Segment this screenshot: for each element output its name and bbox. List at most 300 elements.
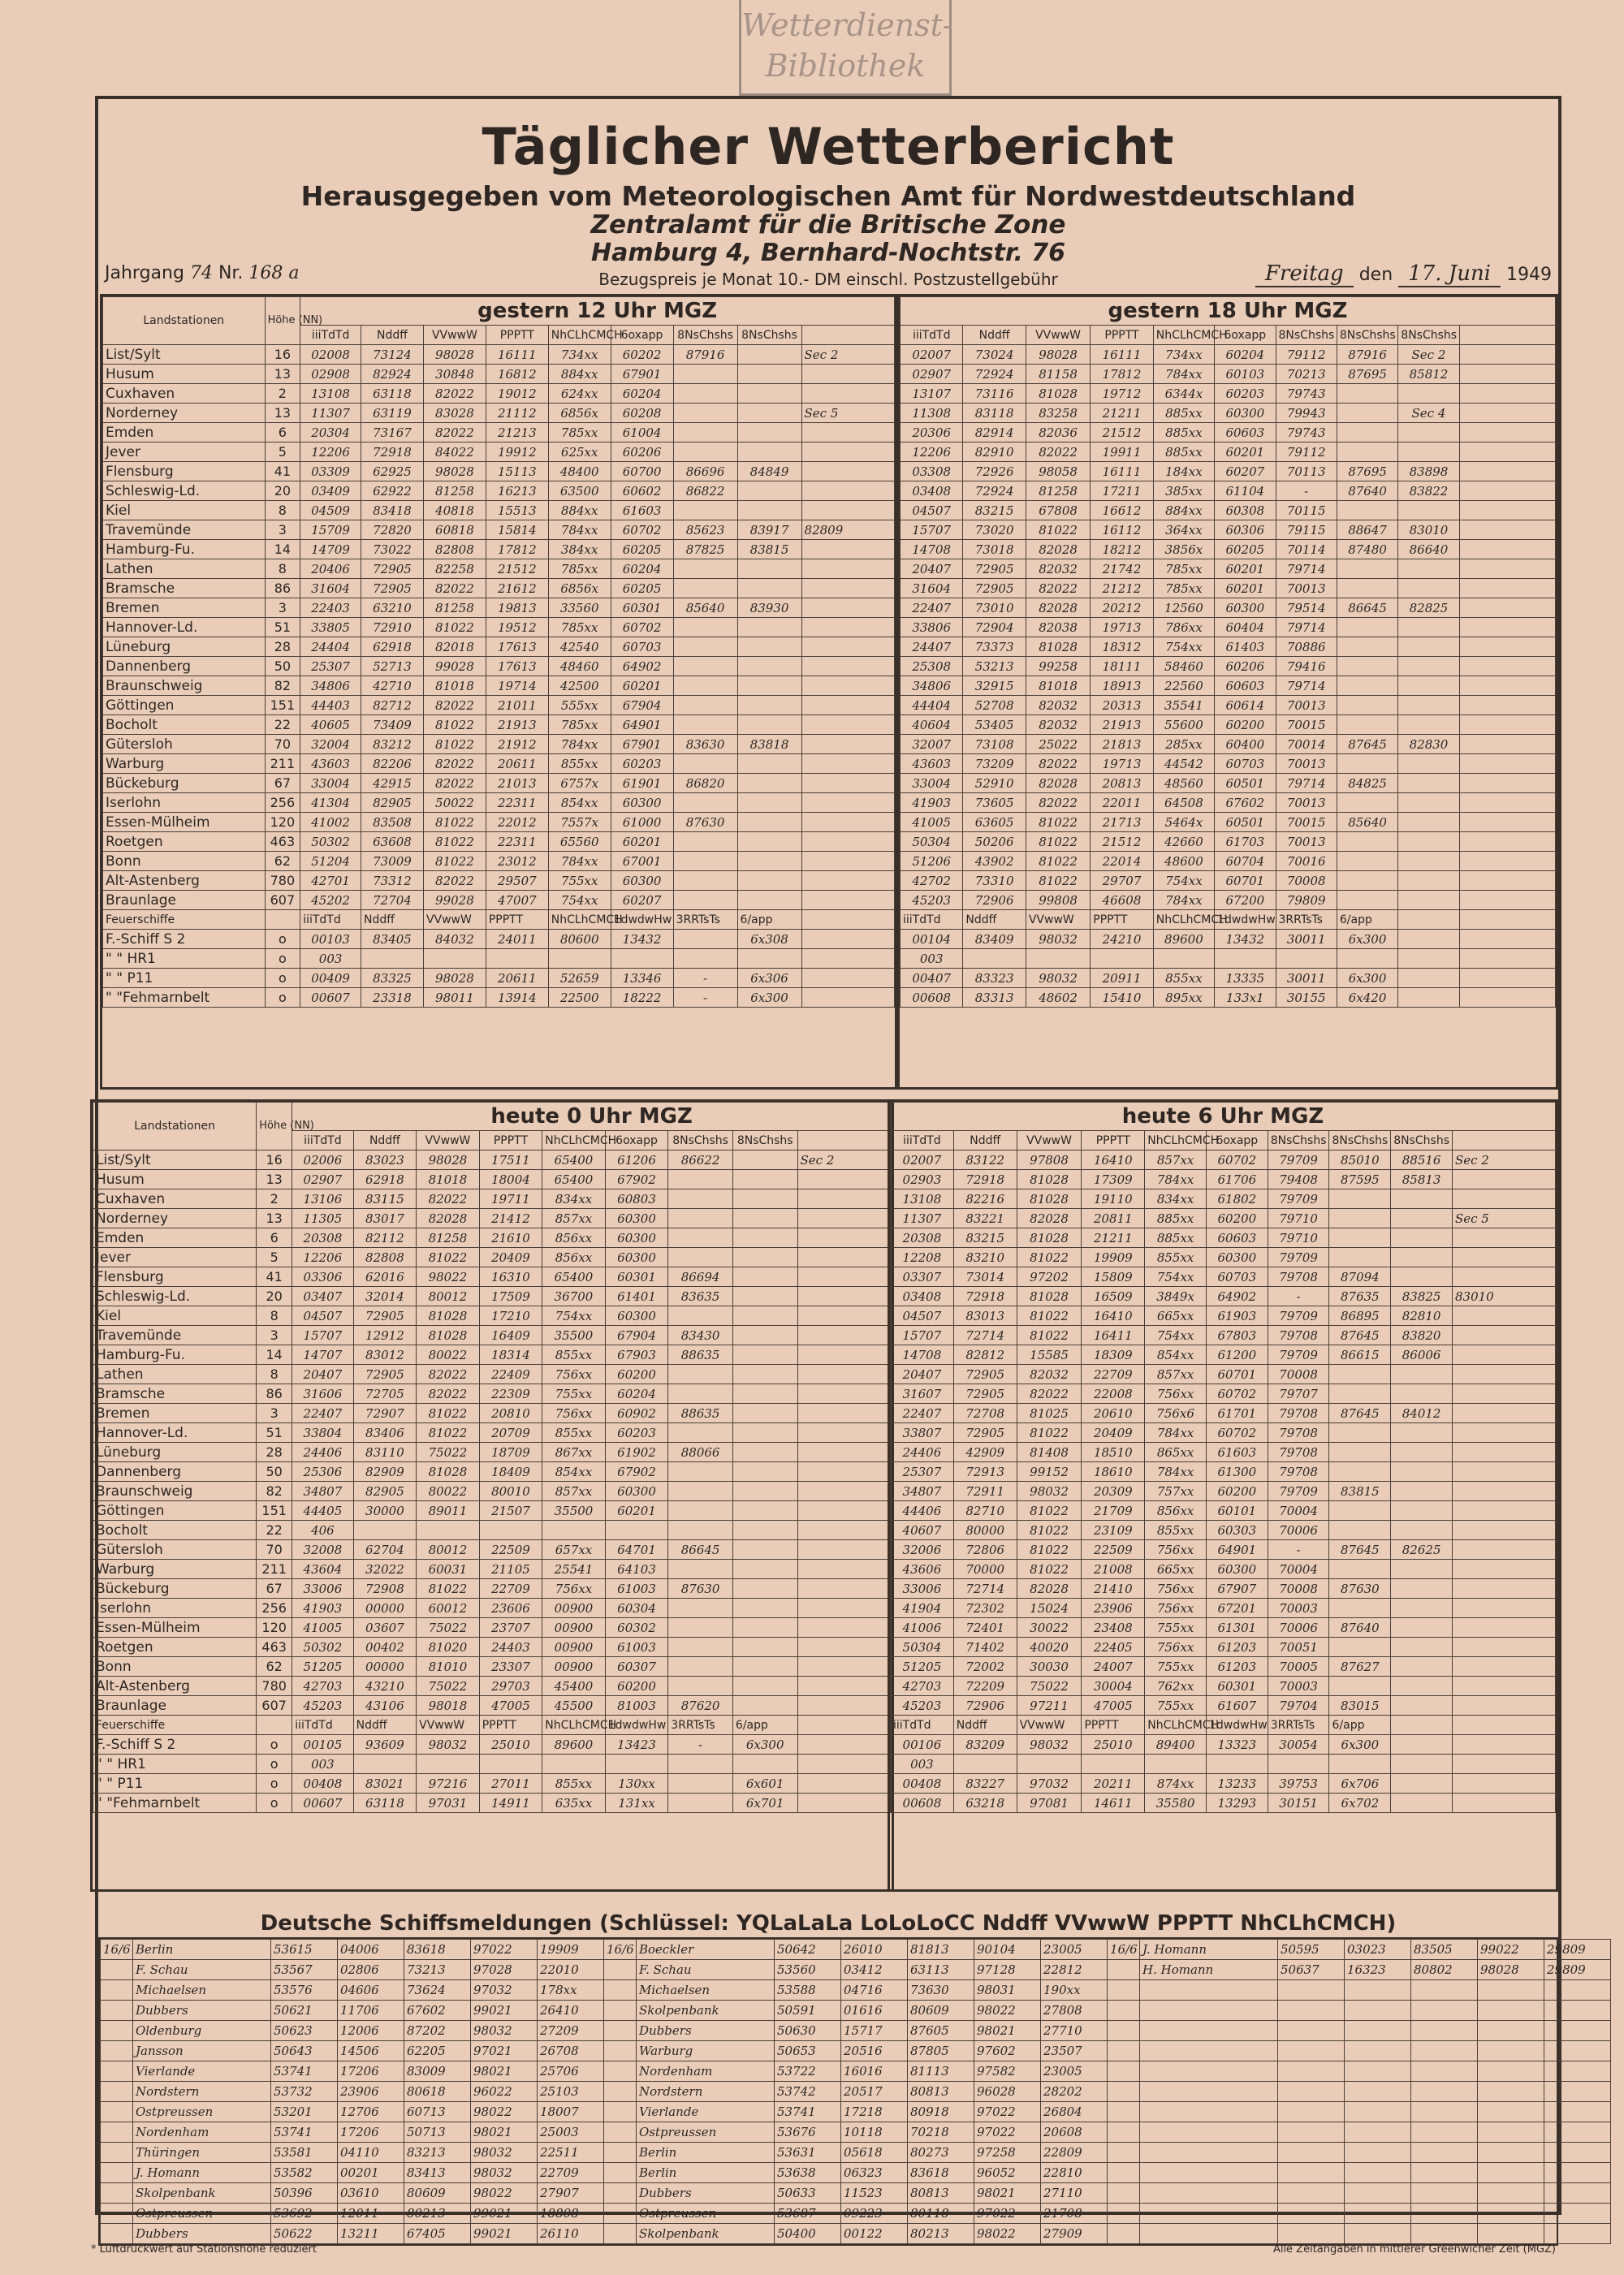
lightship-value: - — [668, 1735, 733, 1755]
lightship-value: 133x1 — [1215, 988, 1276, 1008]
ship-value: 50630 — [775, 2021, 841, 2041]
obs-value: 40604 — [901, 715, 963, 735]
obs-value: 18309 — [1082, 1345, 1145, 1365]
ship-value: 50653 — [775, 2041, 841, 2061]
obs-value: 21011 — [486, 696, 548, 715]
obs-value: 72209 — [953, 1677, 1017, 1696]
station-row — [93, 1267, 892, 1287]
ship-value: 53742 — [775, 2082, 841, 2102]
obs-value: 47005 — [1082, 1696, 1145, 1716]
lightship-value — [1398, 949, 1459, 969]
obs-value: 20813 — [1091, 774, 1153, 793]
lightship-value: 24210 — [1091, 930, 1153, 949]
obs-value: 33804 — [292, 1423, 353, 1443]
obs-value — [668, 1560, 733, 1579]
obs-value: 61902 — [605, 1443, 668, 1462]
obs-value: 20407 — [292, 1365, 353, 1384]
ship-report-row — [101, 1940, 1611, 1960]
obs-value: 60207 — [1215, 462, 1276, 481]
obs-value: 757xx — [1145, 1482, 1207, 1501]
lightship-row — [93, 1774, 892, 1794]
station-name: Bocholt — [103, 715, 266, 735]
obs-value: 20308 — [292, 1228, 353, 1248]
feuerschiffe-label: Feuerschiffe — [93, 1716, 257, 1735]
obs-value: 72714 — [953, 1326, 1017, 1345]
obs-value: 21709 — [1082, 1501, 1145, 1521]
obs-remark — [797, 1306, 891, 1326]
obs-value: 67903 — [605, 1345, 668, 1365]
obs-value: 20407 — [901, 559, 963, 579]
obs-value: 61607 — [1206, 1696, 1268, 1716]
ship-report-date-blank — [604, 2041, 637, 2061]
ship-name: Dubbers — [637, 2021, 775, 2041]
obs-value — [1398, 676, 1459, 696]
obs-value: 12208 — [891, 1248, 954, 1267]
obs-value: 70006 — [1268, 1521, 1329, 1540]
obs-value: 24403 — [479, 1638, 542, 1657]
lightship-blank — [1459, 988, 1555, 1008]
ship-value: 80813 — [908, 2183, 974, 2204]
obs-value — [1329, 1248, 1391, 1267]
station-height: 2 — [265, 384, 300, 404]
station-height: 463 — [257, 1638, 292, 1657]
obs-value: 15585 — [1017, 1345, 1082, 1365]
station-name: Bremen — [93, 1404, 257, 1423]
station-row — [103, 793, 895, 813]
ship-value: 16016 — [841, 2061, 908, 2082]
lightship-value: 00608 — [891, 1794, 954, 1813]
obs-value: 79709 — [1268, 1345, 1329, 1365]
column-code: 8NsChshs — [737, 326, 801, 345]
obs-value: 755xx — [542, 1384, 606, 1404]
obs-value: 67901 — [611, 735, 673, 754]
station-row — [891, 1638, 1556, 1657]
obs-value: 60902 — [605, 1404, 668, 1423]
obs-value: 83028 — [423, 404, 486, 423]
ship-value — [1478, 2163, 1544, 2183]
obs-value: 81022 — [1017, 1326, 1082, 1345]
lightship-value: 93609 — [353, 1735, 417, 1755]
obs-value — [353, 1521, 417, 1540]
obs-value: 5464x — [1153, 813, 1214, 832]
column-code: Nddff — [953, 1131, 1017, 1150]
obs-value: 83418 — [361, 501, 424, 520]
obs-value — [673, 832, 737, 852]
block-title-row — [901, 297, 1556, 326]
obs-value: 16310 — [479, 1267, 542, 1287]
obs-remark — [1452, 1540, 1555, 1560]
ship-value — [1278, 2204, 1345, 2224]
station-row — [93, 1248, 892, 1267]
station-height: 780 — [257, 1677, 292, 1696]
ship-value: 50591 — [775, 2001, 841, 2021]
obs-remark — [801, 365, 894, 384]
station-row — [891, 1443, 1556, 1462]
obs-value — [1337, 637, 1397, 657]
obs-value: 73018 — [963, 540, 1026, 559]
obs-remark — [1459, 481, 1555, 501]
lightship-value: 6x300 — [1337, 930, 1397, 949]
obs-value: 60300 — [605, 1482, 668, 1501]
obs-value: 87645 — [1337, 735, 1397, 754]
ship-value: 98032 — [471, 2021, 538, 2041]
ship-name: Ostpreussen — [133, 2204, 271, 2224]
obs-value: 82830 — [1398, 735, 1459, 754]
obs-value: 24406 — [891, 1443, 954, 1462]
ship-value: 11523 — [841, 2183, 908, 2204]
ship-column-code: 3RRTsTs — [673, 910, 737, 930]
ship-column-code: NhCLhCMCH — [542, 1716, 606, 1735]
obs-remark — [1452, 1579, 1555, 1599]
obs-value: 83508 — [361, 813, 424, 832]
obs-value — [737, 637, 801, 657]
lightship-blank — [1459, 969, 1555, 988]
obs-value: 884xx — [548, 365, 611, 384]
ship-value: 83009 — [404, 2061, 471, 2082]
obs-value: 72002 — [953, 1657, 1017, 1677]
obs-value: 72705 — [353, 1384, 417, 1404]
obs-value: 79708 — [1268, 1267, 1329, 1287]
obs-value: 67200 — [1215, 891, 1276, 910]
obs-value — [732, 1560, 797, 1579]
obs-value: 79416 — [1276, 657, 1337, 676]
obs-value: 60205 — [611, 540, 673, 559]
ship-report-date-blank — [1108, 2102, 1140, 2122]
station-height: 256 — [257, 1599, 292, 1618]
obs-value: 11308 — [901, 404, 963, 423]
obs-value: 72918 — [953, 1287, 1017, 1306]
obs-value: 855xx — [1145, 1248, 1207, 1267]
obs-value: 17511 — [479, 1150, 542, 1170]
lightship-value — [611, 949, 673, 969]
ship-value: 25103 — [538, 2082, 604, 2102]
obs-remark — [797, 1228, 891, 1248]
obs-value: 17613 — [486, 657, 548, 676]
obs-remark — [801, 462, 894, 481]
ship-value: 14506 — [338, 2041, 404, 2061]
obs-value — [1398, 832, 1459, 852]
ship-column-code: 6/app — [732, 1716, 797, 1735]
ship-column-code: 1dwdwHw — [1215, 910, 1276, 930]
obs-value: 98058 — [1026, 462, 1090, 481]
ship-report-date-blank — [101, 2102, 133, 2122]
obs-remark — [797, 1248, 891, 1267]
lightship-value: 98032 — [1026, 969, 1090, 988]
station-row — [891, 1599, 1556, 1618]
obs-value: 81258 — [1026, 481, 1090, 501]
station-row — [901, 365, 1556, 384]
obs-value: 72906 — [963, 891, 1026, 910]
column-code: NhCLhCMCH — [1153, 326, 1214, 345]
obs-value: 67901 — [611, 365, 673, 384]
obs-value — [732, 1267, 797, 1287]
station-row — [93, 1579, 892, 1599]
obs-value — [737, 832, 801, 852]
station-row — [891, 1345, 1556, 1365]
obs-value: 70003 — [1268, 1599, 1329, 1618]
obs-value: 70013 — [1276, 696, 1337, 715]
ship-report-date-blank — [604, 2122, 637, 2143]
ship-value: 99021 — [471, 2204, 538, 2224]
ship-report-row — [101, 1960, 1611, 1980]
ship-value: 12011 — [338, 2204, 404, 2224]
ship-name — [1140, 2082, 1278, 2102]
obs-value: 16112 — [1091, 520, 1153, 540]
obs-remark — [801, 696, 894, 715]
obs-remark — [801, 579, 894, 598]
nr-value: 168 a — [248, 263, 300, 283]
obs-value: 04507 — [891, 1306, 954, 1326]
ship-value: 18808 — [538, 2204, 604, 2224]
obs-value: 665xx — [1145, 1560, 1207, 1579]
obs-value: 17309 — [1082, 1170, 1145, 1189]
obs-value — [732, 1696, 797, 1716]
obs-value: 60207 — [611, 891, 673, 910]
station-row — [103, 715, 895, 735]
obs-value: 734xx — [1153, 345, 1214, 365]
jahrgang-value: 74 — [189, 263, 213, 283]
column-code-blank — [797, 1131, 891, 1150]
obs-remark — [797, 1345, 891, 1365]
ship-value — [1411, 2102, 1478, 2122]
obs-value: 43902 — [963, 852, 1026, 871]
ship-report-date-blank — [1108, 2122, 1140, 2143]
obs-value: 20313 — [1091, 696, 1153, 715]
obs-value: 61003 — [605, 1579, 668, 1599]
obs-remark — [1459, 559, 1555, 579]
obs-value: 21913 — [486, 715, 548, 735]
obs-value — [668, 1462, 733, 1482]
obs-value: 754xx — [1145, 1267, 1207, 1287]
obs-value — [732, 1657, 797, 1677]
obs-value: 60203 — [611, 754, 673, 774]
ship-value — [1478, 2041, 1544, 2061]
obs-value: 82028 — [1017, 1579, 1082, 1599]
obs-value: 60031 — [417, 1560, 480, 1579]
ship-value: 80609 — [404, 2183, 471, 2204]
ship-value: 27710 — [1041, 2021, 1108, 2041]
obs-value: 81408 — [1017, 1443, 1082, 1462]
ship-report-row — [101, 2143, 1611, 2163]
ship-value: 97582 — [974, 2061, 1041, 2082]
obs-remark — [1459, 404, 1555, 423]
obs-value: 32004 — [300, 735, 361, 754]
obs-value: 22407 — [891, 1404, 954, 1423]
obs-table — [93, 1102, 892, 1813]
ship-value: 17206 — [338, 2122, 404, 2143]
obs-value — [673, 637, 737, 657]
obs-value: 72704 — [361, 891, 424, 910]
ship-column-code: 3RRTsTs — [1276, 910, 1337, 930]
obs-value: 86895 — [1329, 1306, 1391, 1326]
obs-value — [1398, 754, 1459, 774]
lightship-value: 13346 — [611, 969, 673, 988]
obs-value: 85813 — [1391, 1170, 1453, 1189]
obs-value: 60206 — [1215, 657, 1276, 676]
obs-value: 79708 — [1268, 1443, 1329, 1462]
ship-name: J. Homann — [1140, 1940, 1278, 1960]
block-yesterday-18 — [897, 294, 1558, 1090]
obs-value: 82812 — [953, 1345, 1017, 1365]
lightship-row — [103, 969, 895, 988]
obs-value: 02907 — [901, 365, 963, 384]
ship-report-date-blank — [101, 2041, 133, 2061]
ship-value: 53692 — [271, 2204, 338, 2224]
ship-name: Ostpreussen — [133, 2102, 271, 2122]
lightship-value: 6x701 — [732, 1794, 797, 1813]
obs-value: 87630 — [668, 1579, 733, 1599]
obs-value: 70008 — [1268, 1579, 1329, 1599]
lightship-value: 98032 — [1017, 1735, 1082, 1755]
lightship-row — [901, 969, 1556, 988]
ship-column-code: 6/app — [1337, 910, 1397, 930]
obs-value: 6856x — [548, 579, 611, 598]
block-title: gestern 18 Uhr MGZ — [901, 297, 1556, 326]
obs-value — [1329, 1189, 1391, 1209]
obs-value — [732, 1150, 797, 1170]
obs-value: 33807 — [891, 1423, 954, 1443]
obs-value: 44405 — [292, 1501, 353, 1521]
ship-value — [1345, 2204, 1411, 2224]
obs-value: 72806 — [953, 1540, 1017, 1560]
obs-remark — [797, 1501, 891, 1521]
obs-value: 754xx — [542, 1306, 606, 1326]
obs-value: 72924 — [963, 481, 1026, 501]
obs-value: 82625 — [1391, 1540, 1453, 1560]
obs-value: 42660 — [1153, 832, 1214, 852]
obs-value: 15707 — [891, 1326, 954, 1345]
ship-name — [1140, 2224, 1278, 2244]
obs-value: 82112 — [353, 1228, 417, 1248]
obs-value: 22311 — [486, 793, 548, 813]
obs-value: 80000 — [953, 1521, 1017, 1540]
lightship-value — [605, 1755, 668, 1774]
obs-value: 82032 — [1026, 559, 1090, 579]
obs-value: 20407 — [891, 1365, 954, 1384]
ship-value: 04110 — [338, 2143, 404, 2163]
obs-value: 82216 — [953, 1189, 1017, 1209]
obs-value: 00000 — [353, 1599, 417, 1618]
obs-value: 47007 — [486, 891, 548, 910]
ship-value: 53687 — [775, 2204, 841, 2224]
station-height: 120 — [257, 1618, 292, 1638]
obs-value: 60206 — [611, 442, 673, 462]
ship-value: 23507 — [1041, 2041, 1108, 2061]
obs-value: 60603 — [1215, 423, 1276, 442]
obs-value: 97202 — [1017, 1267, 1082, 1287]
obs-value: 43603 — [901, 754, 963, 774]
obs-value: 99152 — [1017, 1462, 1082, 1482]
ship-report-date-blank — [1108, 2061, 1140, 2082]
ship-value: 50595 — [1278, 1940, 1345, 1960]
ship-report-date-blank — [1108, 2204, 1140, 2224]
ship-column-code: VVwwW — [1026, 910, 1090, 930]
station-row — [901, 559, 1556, 579]
obs-value: 23906 — [1082, 1599, 1145, 1618]
obs-value: 82028 — [417, 1209, 480, 1228]
lightship-value: 6x300 — [1337, 969, 1397, 988]
obs-value: 16213 — [486, 481, 548, 501]
lightship-value: 00103 — [300, 930, 361, 949]
ship-report-date-blank — [101, 1980, 133, 2001]
station-row — [103, 345, 895, 365]
ship-name: Vierlande — [637, 2102, 775, 2122]
obs-value: 755xx — [1145, 1696, 1207, 1716]
obs-value — [1337, 891, 1397, 910]
obs-value: 82258 — [423, 559, 486, 579]
obs-value: 82028 — [1017, 1209, 1082, 1228]
obs-remark — [1459, 852, 1555, 871]
obs-remark — [1459, 423, 1555, 442]
obs-value — [1337, 579, 1397, 598]
ship-value: 50621 — [271, 2001, 338, 2021]
lightship-blank — [801, 949, 894, 969]
obs-value: 6344x — [1153, 384, 1214, 404]
station-row — [93, 1501, 892, 1521]
obs-value: 19714 — [486, 676, 548, 696]
ship-value: 97128 — [974, 1960, 1041, 1980]
obs-remark — [797, 1599, 891, 1618]
ship-report-date-blank — [101, 2001, 133, 2021]
obs-value: 97808 — [1017, 1150, 1082, 1170]
obs-value: 45500 — [542, 1696, 606, 1716]
obs-value: 03308 — [901, 462, 963, 481]
obs-value — [1329, 1521, 1391, 1540]
lightship-value: 6x300 — [1329, 1735, 1391, 1755]
obs-value — [417, 1521, 480, 1540]
station-row — [891, 1521, 1556, 1540]
station-name: Bückeburg — [103, 774, 266, 793]
obs-value — [668, 1521, 733, 1540]
station-height: 13 — [257, 1170, 292, 1189]
obs-value: 885xx — [1153, 423, 1214, 442]
obs-value — [1398, 696, 1459, 715]
obs-value — [732, 1540, 797, 1560]
obs-value: 60204 — [1215, 345, 1276, 365]
obs-remark — [801, 891, 894, 910]
station-height: 50 — [265, 657, 300, 676]
obs-value: 17509 — [479, 1287, 542, 1306]
obs-value: 20212 — [1091, 598, 1153, 618]
ship-value — [1345, 2082, 1411, 2102]
obs-value: 03408 — [891, 1287, 954, 1306]
lightship-row — [901, 949, 1556, 969]
obs-value: 81020 — [417, 1638, 480, 1657]
ship-value: 19909 — [538, 1940, 604, 1960]
ship-value: 29809 — [1544, 1940, 1611, 1960]
station-name: Schleswig-Ld. — [103, 481, 266, 501]
ship-name: Berlin — [637, 2143, 775, 2163]
lightship-blank — [801, 930, 894, 949]
column-code: VVwwW — [1026, 326, 1090, 345]
ship-value: 03023 — [1345, 1940, 1411, 1960]
obs-value: 79943 — [1276, 404, 1337, 423]
ship-value: 27209 — [538, 2021, 604, 2041]
obs-value: 61200 — [1206, 1345, 1268, 1365]
obs-value: 73310 — [963, 871, 1026, 891]
obs-value: 22509 — [1082, 1540, 1145, 1560]
obs-value: 18610 — [1082, 1462, 1145, 1482]
ship-value: 27909 — [1041, 2224, 1108, 2244]
station-row — [93, 1150, 892, 1170]
obs-value: 48460 — [548, 657, 611, 676]
obs-value: 785xx — [548, 618, 611, 637]
obs-value: 51205 — [891, 1657, 954, 1677]
lightship-value — [1268, 1755, 1329, 1774]
obs-value — [732, 1462, 797, 1482]
obs-value: 61104 — [1215, 481, 1276, 501]
obs-value — [1329, 1209, 1391, 1228]
